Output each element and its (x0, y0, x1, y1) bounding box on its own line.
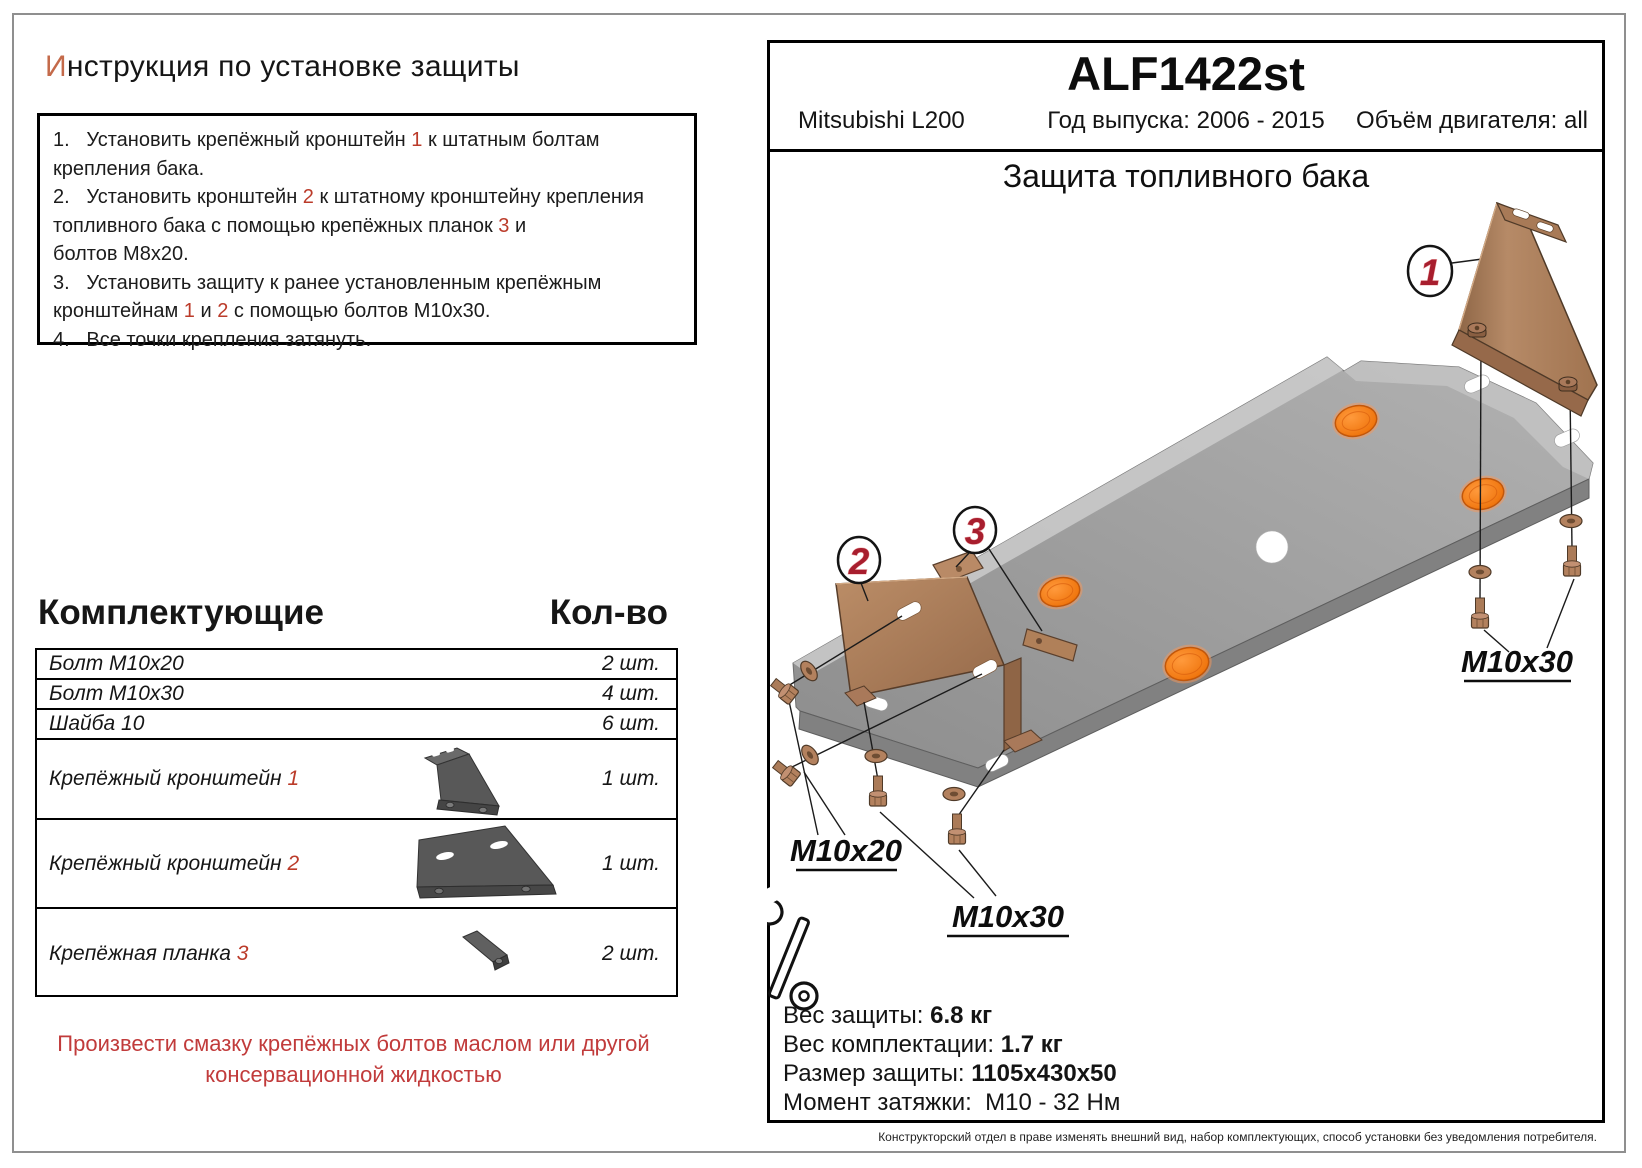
part-qty: 1 шт. (601, 767, 660, 790)
bolt-m10x30 (1564, 546, 1581, 576)
instruction-line: крепления бака. (53, 157, 205, 180)
part-name: Крепёжный кронштейн 2 (49, 851, 300, 875)
label-m10x30-right (1461, 644, 1573, 681)
svg-text:М10х30: М10х30 (1460, 644, 1574, 679)
spec-kit-weight (783, 1031, 1063, 1059)
label-m10x20 (790, 833, 902, 870)
instruction-line: 3. Установить защиту к ранее установленным крепёжным (53, 271, 602, 294)
bracket2-icon (405, 824, 561, 906)
instruction-line: 1. Установить крепёжный кронштейн 1 к штатным болтам (53, 129, 600, 151)
parts-qty-title: Кол-во (549, 593, 668, 632)
table-row (37, 820, 676, 909)
wrench-icon (767, 887, 817, 1009)
part-name: Крепёжная планка 3 (49, 942, 249, 965)
engine-volume: Объём двигателя: all (1356, 107, 1588, 134)
spec-label: Вес комплектации: (783, 1031, 1001, 1058)
vehicle-model: Mitsubishi L200 (798, 107, 965, 134)
bolt-m10x30 (870, 776, 887, 806)
part-qty: 4 шт. (601, 682, 660, 705)
svg-text:М10х20: М10х20 (789, 833, 903, 868)
washer (1469, 566, 1491, 579)
parts-table (35, 648, 678, 997)
callout-3-number: 3 (964, 511, 986, 552)
lubrication-note-line: Произвести смазку крепёжных болтов маслом или другой (57, 1031, 650, 1056)
lubrication-note-line: консервационной жидкостью (205, 1062, 502, 1087)
callout-3 (954, 507, 996, 553)
product-code: ALF1422st (1067, 47, 1305, 100)
table-row (37, 680, 676, 710)
instruction-line: 4. Все точки крепления затянуть. (53, 328, 372, 351)
spec-label: Размер защиты: (783, 1060, 972, 1087)
part-name: Шайба 10 (49, 712, 145, 735)
part-name: Болт М10х30 (49, 682, 184, 705)
page-title: Инструкция по установке защиты (45, 50, 520, 83)
plate-hole (1256, 531, 1288, 563)
parts-table-title: Комплектующие (38, 593, 324, 632)
spec-value: 1.7 кг (1000, 1031, 1063, 1058)
instruction-line: 2. Установить кронштейн 2 к штатному кронштейну крепления (53, 186, 644, 208)
installation-steps-box (37, 113, 697, 351)
bracket1-icon (419, 744, 509, 818)
vehicle-year: Год выпуска: 2006 - 2015 (1047, 107, 1325, 134)
table-row (37, 650, 676, 680)
part-name: Болт М10х20 (49, 652, 184, 675)
table-row (37, 740, 676, 820)
bolt-m10x20 (770, 757, 801, 786)
washer (865, 750, 887, 763)
spec-value: 1105х430х50 (971, 1060, 1117, 1087)
part-qty: 1 шт. (601, 851, 660, 875)
part-name: Крепёжный кронштейн 1 (49, 767, 300, 790)
part-qty: 6 шт. (601, 712, 660, 735)
callout-1 (1408, 246, 1452, 296)
bolt-m10x30 (949, 814, 966, 844)
part-qty: 2 шт. (601, 652, 660, 675)
spec-size (783, 1060, 1117, 1088)
instruction-line: топливного бака с помощью крепёжных планок 3 и (53, 214, 527, 237)
assembly-diagram (767, 152, 1605, 1123)
bolt-m10x30 (1472, 598, 1489, 628)
diagram-title: Защита топливного бака (1002, 158, 1370, 194)
instruction-line: кронштейнам 1 и 2 с помощью болтов М10х30. (53, 300, 491, 322)
spec-weight (783, 1002, 992, 1030)
washer (943, 788, 965, 801)
spec-label: Момент затяжки: (783, 1089, 986, 1116)
spec-torque (783, 1089, 1120, 1117)
part-qty: 2 шт. (601, 942, 660, 965)
callout-2 (838, 537, 880, 583)
plate3-icon (455, 927, 517, 979)
washer (1560, 515, 1582, 528)
table-row (37, 909, 676, 999)
spec-value: М10 - 32 Нм (985, 1089, 1121, 1116)
table-row (37, 710, 676, 740)
spec-value: 6.8 кг (930, 1002, 993, 1029)
label-m10x30-bottom (947, 899, 1069, 936)
footnote: Конструкторский отдел в праве изменять внешний вид, набор комплектующих, способ установки без уведомления потребителя. (878, 1130, 1597, 1144)
spec-label: Вес защиты: (783, 1002, 931, 1029)
product-header-box (767, 40, 1605, 152)
svg-text:М10х30: М10х30 (951, 899, 1065, 934)
callout-1-number: 1 (1419, 252, 1441, 293)
instruction-line: болтов М8х20. (53, 243, 189, 265)
callout-2-number: 2 (848, 541, 870, 582)
